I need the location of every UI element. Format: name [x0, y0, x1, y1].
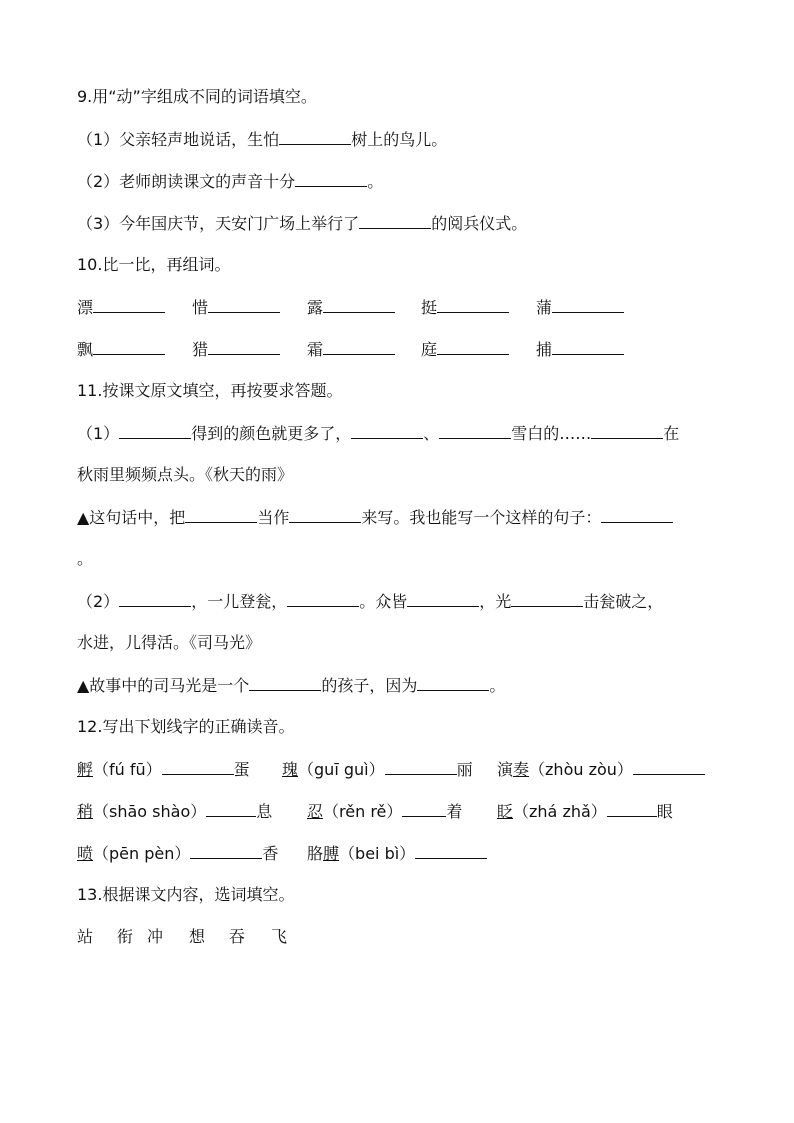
- q11-passage-1-line2: 秋雨里频频点头。《秋天的雨》: [77, 465, 294, 484]
- pinyin-blank[interactable]: [190, 842, 262, 859]
- text: 。众皆: [359, 592, 408, 611]
- char: 漂: [77, 298, 94, 317]
- word-blank[interactable]: [93, 296, 165, 313]
- underlined-char: 孵: [77, 760, 94, 779]
- q12-row-3: [77, 842, 727, 864]
- pinyin-options: （pēn pèn）: [93, 844, 191, 863]
- text: （2）: [77, 592, 120, 611]
- q9-s1-text-b: 树上的鸟儿。: [351, 130, 448, 149]
- q12-item: [77, 800, 272, 823]
- q9-sentence-3: [77, 212, 527, 235]
- blank[interactable]: [119, 590, 191, 607]
- underlined-char: 膊: [323, 844, 340, 863]
- q11-title: 11.按课文原文填空，再按要求答题。: [77, 381, 343, 400]
- blank[interactable]: [289, 506, 361, 523]
- blank[interactable]: [511, 590, 583, 607]
- pinyin-blank[interactable]: [162, 758, 234, 775]
- text: 来写。我也能写一个这样的句子：: [361, 508, 602, 527]
- q9-s3-blank[interactable]: [359, 212, 431, 229]
- pinyin-options: （guī guì）: [298, 760, 385, 779]
- q12-item: [282, 758, 473, 781]
- word-bank-item: 吞: [229, 927, 246, 946]
- char: 霜: [307, 340, 324, 359]
- text: 眼: [656, 802, 673, 821]
- q9-s3-text-b: 的阅兵仪式。: [431, 214, 528, 233]
- underlined-char: 忍: [307, 802, 324, 821]
- text: 雪白的……: [511, 424, 592, 443]
- blank[interactable]: [287, 590, 359, 607]
- blank[interactable]: [601, 506, 673, 523]
- q10-r2-c4: [421, 338, 509, 361]
- q12-item: [77, 758, 250, 781]
- text: 丽: [456, 760, 473, 779]
- char: 惜: [192, 298, 209, 317]
- q9-sentence-2: [77, 170, 383, 193]
- pinyin-blank[interactable]: [402, 800, 446, 817]
- word-blank[interactable]: [323, 338, 395, 355]
- word-blank[interactable]: [323, 296, 395, 313]
- word-bank-item: 衔: [117, 927, 134, 946]
- word-blank[interactable]: [552, 296, 624, 313]
- pinyin-blank[interactable]: [415, 842, 487, 859]
- pinyin-blank[interactable]: [385, 758, 457, 775]
- q10-title: 10.比一比，再组词。: [77, 255, 231, 274]
- word-blank[interactable]: [93, 338, 165, 355]
- text: 击瓮破之，: [583, 592, 664, 611]
- q10-r1-c3: [307, 296, 395, 319]
- text: 。: [489, 676, 506, 695]
- q13-word-bank: [77, 926, 377, 948]
- pinyin-options: （shāo shào）: [93, 802, 207, 821]
- text: 演: [497, 760, 514, 779]
- blank[interactable]: [119, 422, 191, 439]
- q10-r2-c3: [307, 338, 395, 361]
- pinyin-blank[interactable]: [633, 758, 705, 775]
- underlined-char: 稍: [77, 802, 94, 821]
- text: 得到的颜色就更多了，: [191, 424, 352, 443]
- q11-task-1-end: 。: [77, 549, 94, 568]
- char: 猎: [192, 340, 209, 359]
- text: 、: [423, 424, 440, 443]
- q9-s2-text-b: 。: [367, 172, 384, 191]
- q9-s1-text-a: （1）父亲轻声地说话，生怕: [77, 130, 280, 149]
- word-blank[interactable]: [552, 338, 624, 355]
- text: ，一儿登瓮，: [191, 592, 288, 611]
- blank[interactable]: [591, 422, 663, 439]
- q12-item: [497, 758, 705, 781]
- q10-r2-c5: [536, 338, 624, 361]
- q9-s2-blank[interactable]: [295, 170, 367, 187]
- q12-row-2: [77, 800, 727, 822]
- pinyin-options: （fú fū）: [93, 760, 162, 779]
- text: 当作: [257, 508, 290, 527]
- q10-r2-c2: [192, 338, 280, 361]
- text: （1）: [77, 424, 120, 443]
- char: 露: [307, 298, 324, 317]
- q10-r1-c1: [77, 296, 165, 319]
- text: 蛋: [233, 760, 250, 779]
- blank[interactable]: [351, 422, 423, 439]
- q12-item: [307, 842, 487, 865]
- q9-s1-blank[interactable]: [279, 128, 351, 145]
- q10-r1-c4: [421, 296, 509, 319]
- q11-passage-2: [77, 590, 663, 613]
- q11-passage-1: [77, 422, 679, 445]
- word-blank[interactable]: [437, 296, 509, 313]
- blank[interactable]: [407, 590, 479, 607]
- blank[interactable]: [439, 422, 511, 439]
- word-bank-item: 站: [77, 927, 94, 946]
- char: 挺: [421, 298, 438, 317]
- q11-task-2: [77, 674, 505, 697]
- q12-title: 12.写出下划线字的正确读音。: [77, 717, 295, 736]
- char: 庭: [421, 340, 438, 359]
- text: 香: [262, 844, 279, 863]
- char: 蒲: [536, 298, 553, 317]
- pinyin-options: （zhá zhǎ）: [513, 802, 607, 821]
- q10-row-1: [77, 296, 637, 318]
- pinyin-options: （zhòu zòu）: [529, 760, 633, 779]
- q12-item: [497, 800, 673, 823]
- word-bank-item: 冲: [147, 927, 164, 946]
- q10-r1-c2: [192, 296, 280, 319]
- text: ▲这句话中，把: [77, 508, 186, 527]
- q12-item: [77, 842, 278, 865]
- q10-row-2: [77, 338, 637, 360]
- q9-s2-text-a: （2）老师朗读课文的声音十分: [77, 172, 296, 191]
- q9-sentence-1: [77, 128, 447, 151]
- q9-title: 9.用“动”字组成不同的词语填空。: [77, 87, 317, 106]
- pinyin-blank[interactable]: [607, 800, 657, 817]
- pinyin-options: （bei bì）: [339, 844, 416, 863]
- char: 捕: [536, 340, 553, 359]
- blank[interactable]: [417, 674, 489, 691]
- text: ，光: [479, 592, 512, 611]
- word-bank-item: 想: [189, 927, 206, 946]
- q11-passage-2-line2: 水进，儿得活。《司马光》: [77, 633, 262, 652]
- word-blank[interactable]: [208, 338, 280, 355]
- q13-title: 13.根据课文内容，选词填空。: [77, 885, 295, 904]
- text: 息: [256, 802, 273, 821]
- q9-s3-text-a: （3）今年国庆节，天安门广场上举行了: [77, 214, 360, 233]
- text: 着: [446, 802, 463, 821]
- underlined-char: 眨: [497, 802, 514, 821]
- word-bank-item: 飞: [271, 927, 288, 946]
- underlined-char: 瑰: [282, 760, 299, 779]
- q12-row-1: [77, 758, 727, 780]
- word-blank[interactable]: [208, 296, 280, 313]
- pinyin-options: （rěn rě）: [323, 802, 403, 821]
- underlined-char: 奏: [513, 760, 530, 779]
- q10-r1-c5: [536, 296, 624, 319]
- q11-task-1: [77, 506, 673, 529]
- q10-r2-c1: [77, 338, 165, 361]
- text: 胳: [307, 844, 324, 863]
- blank[interactable]: [185, 506, 257, 523]
- word-blank[interactable]: [437, 338, 509, 355]
- underlined-char: 喷: [77, 844, 94, 863]
- q12-item: [307, 800, 462, 823]
- text: 在: [663, 424, 680, 443]
- text: ▲故事中的司马光是一个: [77, 676, 250, 695]
- char: 飘: [77, 340, 94, 359]
- text: 的孩子，因为: [321, 676, 418, 695]
- blank[interactable]: [249, 674, 321, 691]
- pinyin-blank[interactable]: [206, 800, 256, 817]
